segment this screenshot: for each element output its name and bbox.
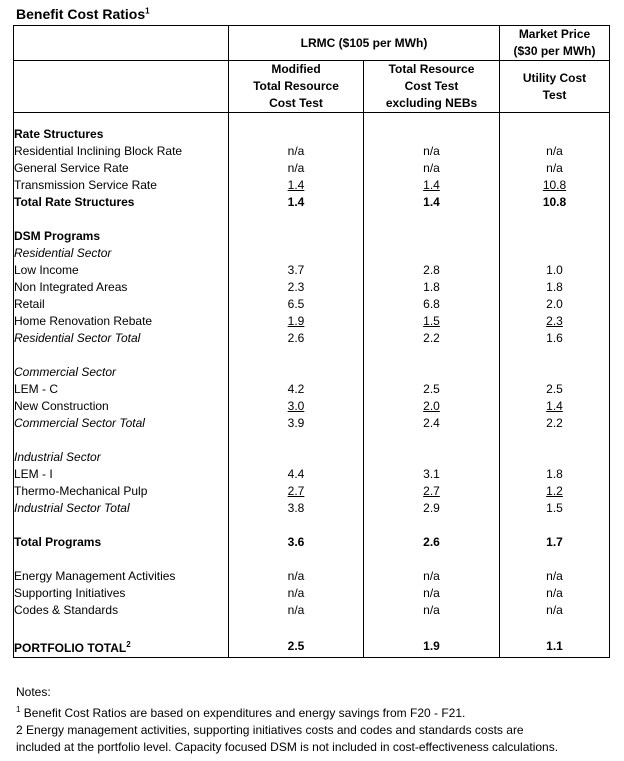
total-row: Total Programs 3.6 2.6 1.7 [14,534,610,551]
portfolio-total-row: PORTFOLIO TOTAL$^2$ 2.5 1.9 1.1 [14,636,610,658]
subtotal-row: Commercial Sector Total 3.9 2.4 2.2 [14,415,610,432]
note-1: $^1$ Benefit Cost Ratios are based on expenditures and energy savings from F20 - F21. [16,705,466,720]
subsection-header: Industrial Sector [14,449,610,466]
header-utility-cost-test: Utility Cost Test [500,61,610,113]
table-row: Retail 6.5 6.8 2.0 [14,296,610,313]
table-row: LEM - C 4.2 2.5 2.5 [14,381,610,398]
header-lrmc: LRMC ($105 per MWh) [229,26,500,61]
note-2: 2 Energy management activities, supporting initiatives costs and codes and standards costs are included at the portfolio level. Capacity focused DSM is not included in cost-effectiveness calculations. [16,723,559,754]
total-row: Total Rate Structures 1.4 1.4 10.8 [14,194,610,211]
notes-heading: Notes: [16,685,51,699]
table-row: Thermo-Mechanical Pulp 2.7 2.7 1.2 [14,483,610,500]
subsection-header: Residential Sector [14,245,610,262]
table-row: Non Integrated Areas 2.3 1.8 1.8 [14,279,610,296]
benefit-cost-table [13,25,610,671]
header-modified-trc: Modified Total Resource Cost Test [229,61,364,113]
table-row: New Construction 3.0 2.0 1.4 [14,398,610,415]
table-row: Transmission Service Rate 1.4 1.4 10.8 [14,177,610,194]
table-row: Supporting Initiatives n/a n/a n/a [14,585,610,602]
table-row: General Service Rate n/a n/a n/a [14,160,610,177]
section-header: DSM Programs [14,228,610,245]
header-test-row [14,61,610,113]
table-row: Codes & Standards n/a n/a n/a [14,602,610,619]
header-trc-excl-nebs: Total Resource Cost Test excluding NEBs [364,61,500,113]
subsection-header: Commercial Sector [14,364,610,381]
notes [16,684,558,756]
section-header: Rate Structures [14,126,610,143]
table-row: Home Renovation Rebate 1.9 1.5 2.3 [14,313,610,330]
header-group-row [14,26,610,61]
subtotal-row: Residential Sector Total 2.6 2.2 1.6 [14,330,610,347]
table-row: LEM - I 4.4 3.1 1.8 [14,466,610,483]
table-row: Residential Inclining Block Rate n/a n/a n/a [14,143,610,160]
page-title: Benefit Cost Ratios$^1$ [16,6,150,22]
table-row: Energy Management Activities n/a n/a n/a [14,568,610,585]
subtotal-row: Industrial Sector Total 3.8 2.9 1.5 [14,500,610,517]
header-market-price: Market Price ($30 per MWh) [500,26,610,61]
table-row: Low Income 3.7 2.8 1.0 [14,262,610,279]
